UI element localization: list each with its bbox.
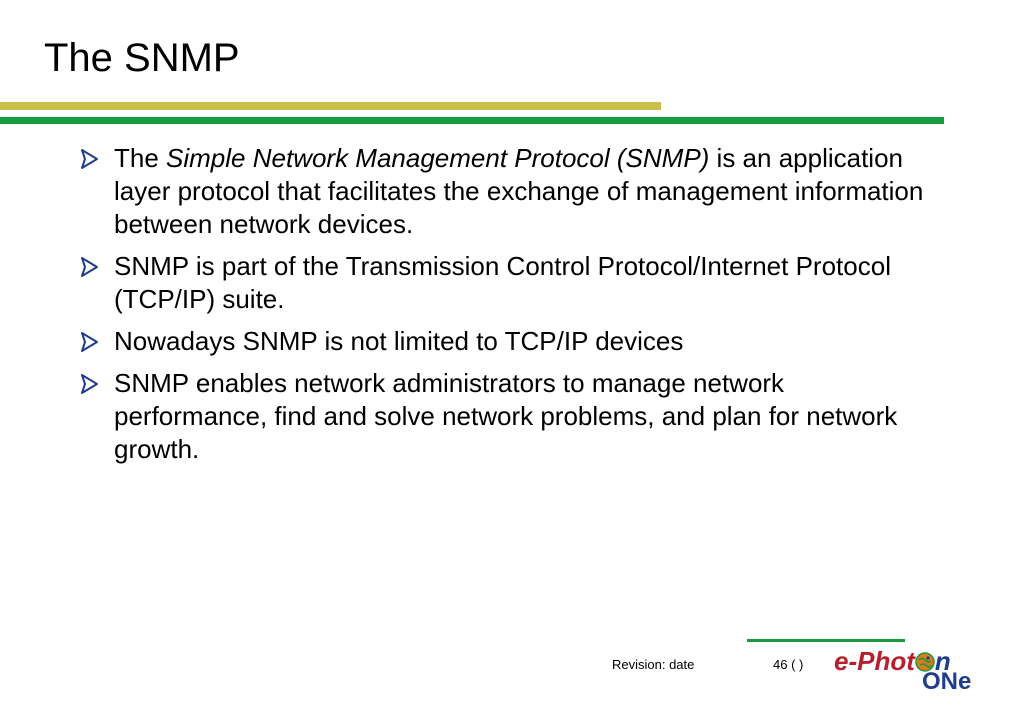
ephoton-one-logo <box>834 647 984 695</box>
footer-rule <box>747 639 905 642</box>
title-rule-green <box>0 117 944 124</box>
arrowhead-bullet-icon <box>80 148 100 170</box>
globe-icon <box>915 649 935 669</box>
bullet-text: SNMP enables network administrators to manage network performance, find and solve network problems, and plan for network growth. <box>114 368 898 464</box>
logo-text-part1: e-Phot <box>834 646 915 676</box>
title-rule-gold <box>0 102 661 110</box>
slide-title: The SNMP <box>44 36 240 80</box>
bullet-text-post: is an application layer protocol that facilitates the exchange of management information between network devices. <box>114 143 924 239</box>
bullet-item <box>80 142 940 241</box>
bullet-item <box>80 367 940 466</box>
bullet-item <box>80 250 940 316</box>
bullet-text: Nowadays SNMP is not limited to TCP/IP devices <box>114 326 684 356</box>
arrowhead-bullet-icon <box>80 331 100 353</box>
bullet-text-pre: The <box>114 143 167 173</box>
arrowhead-bullet-icon <box>80 256 100 278</box>
bullet-text: SNMP is part of the Transmission Control Protocol/Internet Protocol (TCP/IP) suite. <box>114 251 891 314</box>
footer-revision: Revision: date <box>612 657 695 672</box>
bullet-item <box>80 325 940 358</box>
arrowhead-bullet-icon <box>80 373 100 395</box>
logo-line2: ONe <box>922 668 972 695</box>
logo-text-part2: n <box>934 646 951 676</box>
bullet-list <box>80 142 940 475</box>
footer-page-number: 46 ( ) <box>773 657 804 672</box>
bullet-text-emphasis: Simple Network Management Protocol (SNMP) <box>166 143 710 173</box>
